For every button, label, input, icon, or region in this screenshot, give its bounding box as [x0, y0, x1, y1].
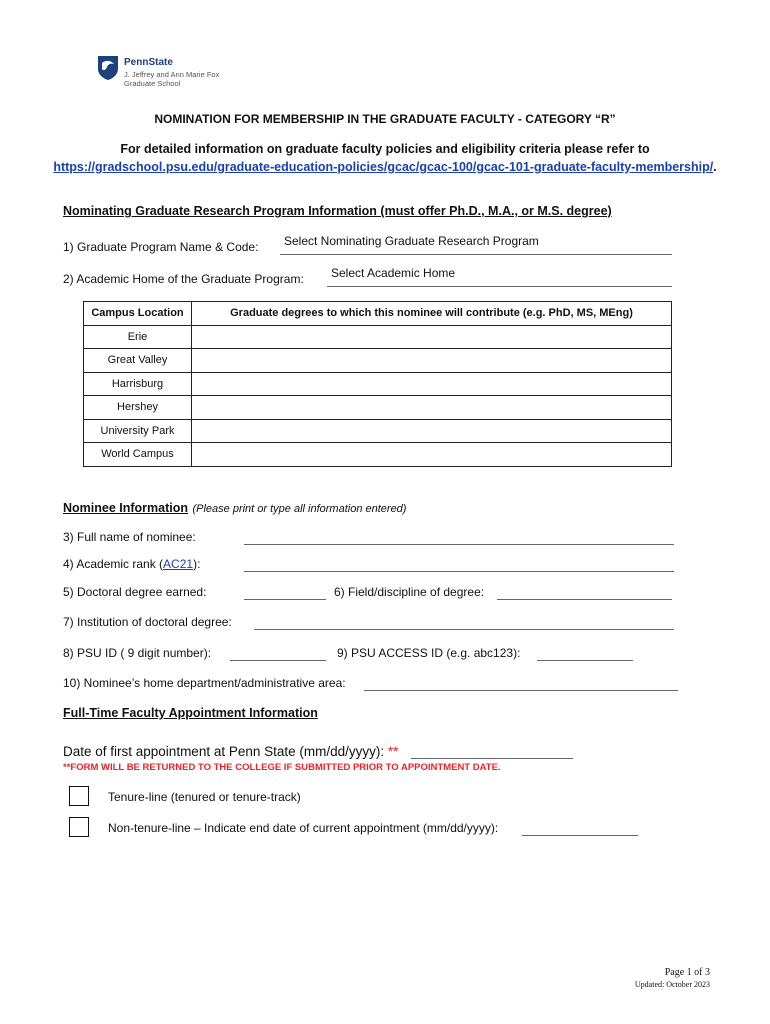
nominee-note: (Please print or type all information entered) — [192, 503, 407, 515]
link-suffix: . — [713, 160, 717, 174]
page-number: Page 1 of 3 — [664, 967, 710, 978]
non-tenure-line-label: Non-tenure-line – Indicate end date of current appointment (mm/dd/yyyy): — [108, 821, 499, 835]
non-tenure-line-checkbox[interactable] — [69, 817, 89, 837]
shield-icon — [97, 55, 119, 81]
campus-cell: University Park — [84, 419, 192, 443]
degrees-header: Graduate degrees to which this nominee will contribute (e.g. PhD, MS, MEng) — [192, 302, 672, 326]
end-date-field[interactable] — [522, 821, 638, 836]
degrees-cell[interactable] — [192, 349, 672, 373]
logo-subtitle: J. Jeffrey and Ann Marie Fox Graduate School — [124, 70, 220, 88]
field-discipline-field[interactable] — [497, 585, 672, 600]
q4-suffix: ): — [193, 557, 201, 571]
q7-label: 7) Institution of doctoral degree: — [63, 615, 232, 629]
warning-marker: ** — [63, 762, 71, 773]
campus-cell: World Campus — [84, 443, 192, 467]
table-row — [84, 372, 672, 396]
q6-label: 6) Field/discipline of degree: — [334, 585, 485, 599]
table-row — [84, 325, 672, 349]
institution-field[interactable] — [254, 615, 674, 630]
program-select[interactable]: Select Nominating Graduate Research Program — [284, 234, 539, 248]
table-header-row — [84, 302, 672, 326]
program-section-heading: Nominating Graduate Research Program Information (must offer Ph.D., M.A., or M.S. degree) — [63, 204, 612, 218]
campus-table — [83, 301, 672, 467]
table-row — [84, 349, 672, 373]
intro-text: For detailed information on graduate faculty policies and eligibility criteria please refer to — [120, 142, 650, 156]
degrees-cell[interactable] — [192, 396, 672, 420]
degrees-cell[interactable] — [192, 419, 672, 443]
required-marker: ** — [387, 744, 399, 759]
q4-label — [63, 557, 200, 571]
q3-label: 3) Full name of nominee: — [63, 530, 196, 544]
q2-label: 2) Academic Home of the Graduate Program: — [63, 272, 304, 286]
degrees-cell[interactable] — [192, 325, 672, 349]
q8-label: 8) PSU ID ( 9 digit number): — [63, 646, 212, 660]
first-appointment-label: Date of first appointment at Penn State (mm/dd/yyyy): — [63, 744, 385, 759]
table-row — [84, 396, 672, 420]
logo — [97, 55, 119, 86]
campus-cell: Harrisburg — [84, 372, 192, 396]
home-department-field[interactable] — [364, 676, 678, 691]
q9-label: 9) PSU ACCESS ID (e.g. abc123): — [337, 646, 521, 660]
academic-rank-field[interactable] — [244, 557, 674, 572]
full-name-field[interactable] — [244, 530, 674, 545]
tenure-line-checkbox[interactable] — [69, 786, 89, 806]
doctoral-degree-field[interactable] — [244, 585, 326, 600]
updated-date: Updated: October 2023 — [634, 980, 710, 989]
degrees-cell[interactable] — [192, 372, 672, 396]
first-appointment-line — [63, 744, 398, 759]
q10-label: 10) Nominee’s home department/administrative area: — [63, 676, 346, 690]
table-row — [84, 419, 672, 443]
nominee-heading-line — [63, 499, 406, 517]
warning-line — [63, 762, 501, 773]
degrees-cell[interactable] — [192, 443, 672, 467]
q5-label: 5) Doctoral degree earned: — [63, 585, 207, 599]
academic-home-select[interactable]: Select Academic Home — [331, 266, 456, 280]
warning-text: FORM WILL BE RETURNED TO THE COLLEGE IF SUBMITTED PRIOR TO APPOINTMENT DATE. — [70, 762, 501, 773]
form-title: NOMINATION FOR MEMBERSHIP IN THE GRADUATE FACULTY - CATEGORY “R” — [154, 112, 616, 126]
campus-cell: Hershey — [84, 396, 192, 420]
campus-location-header: Campus Location — [84, 302, 192, 326]
ac21-link[interactable]: AC21 — [163, 557, 194, 571]
table-row — [84, 443, 672, 467]
nominee-section-heading: Nominee Information — [63, 501, 189, 515]
campus-cell: Great Valley — [84, 349, 192, 373]
first-appointment-date-field[interactable] — [411, 744, 573, 759]
intro-link-line — [0, 160, 770, 174]
campus-cell: Erie — [84, 325, 192, 349]
appointment-section-heading: Full-Time Faculty Appointment Information — [63, 706, 318, 720]
psu-id-field[interactable] — [230, 646, 326, 661]
q4-prefix: 4) Academic rank ( — [63, 557, 164, 571]
psu-access-id-field[interactable] — [537, 646, 633, 661]
tenure-line-label: Tenure-line (tenured or tenure-track) — [108, 790, 301, 804]
q1-label: 1) Graduate Program Name & Code: — [63, 240, 259, 254]
policy-link[interactable]: https://gradschool.psu.edu/graduate-education-policies/gcac/gcac-100/gcac-101-graduate-faculty-membership/ — [53, 160, 714, 174]
logo-brand: PennState — [124, 57, 173, 68]
